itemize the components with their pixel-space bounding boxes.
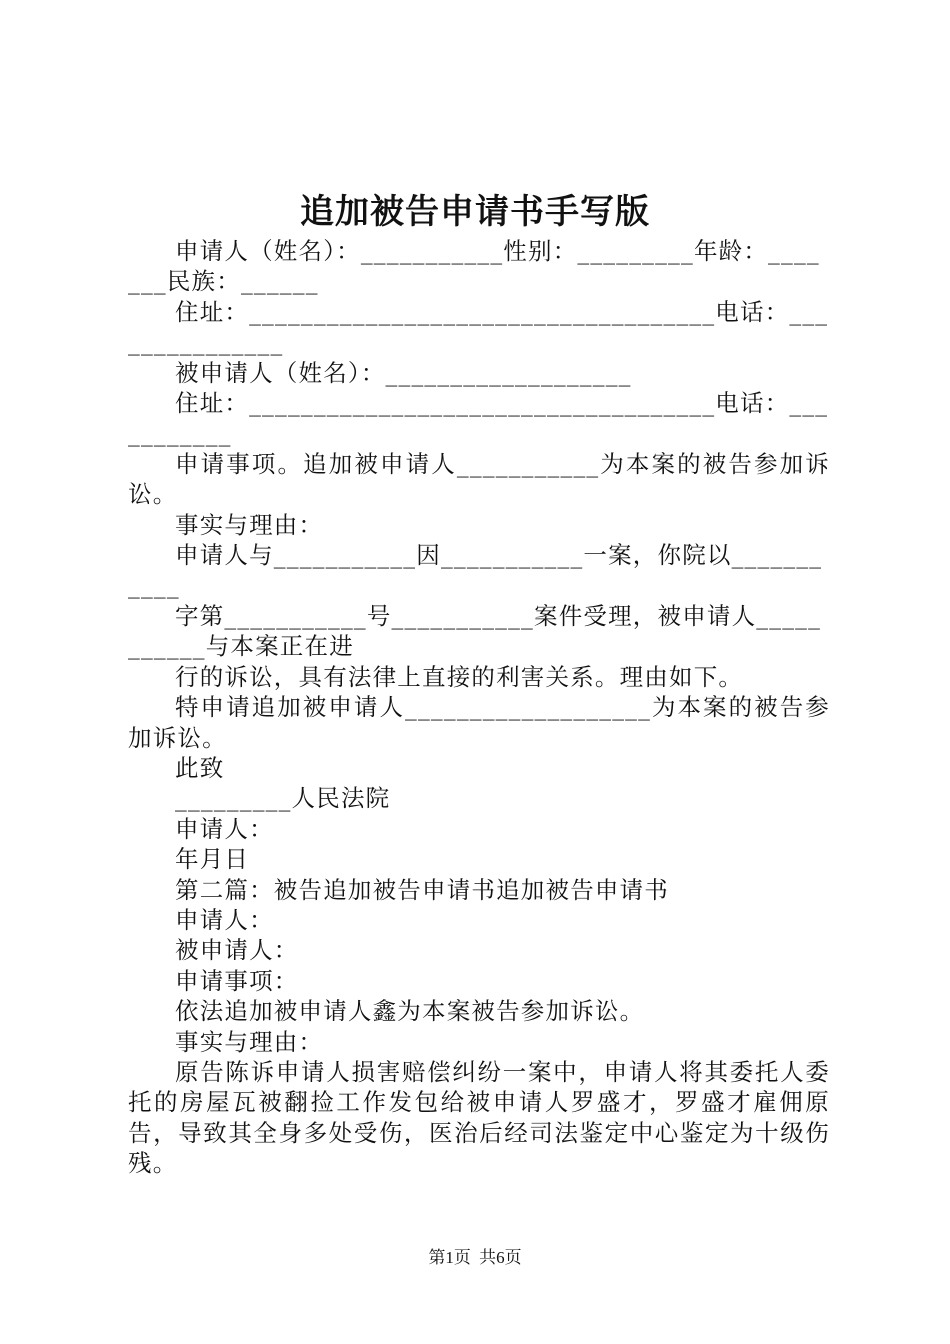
section-two-facts-heading: 事实与理由：	[175, 1027, 324, 1056]
page-total: 共6页	[479, 1248, 522, 1267]
signature-date: 年月日	[175, 845, 250, 874]
section-two-request: 依法追加被申请人鑫为本案被告参加诉讼。	[175, 997, 645, 1026]
respondent-address-line: 住址：____________________________________电话：___________	[128, 389, 829, 448]
page-number: 第1页	[428, 1248, 471, 1267]
applicant-line: 申请人（姓名）：___________性别：_________年龄：_______民族：______	[128, 237, 820, 296]
facts-line-2: 字第___________号___________案件受理，被申请人___________与本案正在进	[128, 601, 822, 661]
document-title: 追加被告申请书手写版	[300, 192, 650, 232]
section-two-applicant: 申请人：	[175, 905, 274, 934]
facts-line-1: 申请人与___________因___________一案，你院以___________	[128, 541, 823, 600]
section-two-heading: 第二篇：被告追加被告申请书追加被告申请书	[175, 875, 669, 904]
applicant-address-line: 住址：____________________________________电话：_______________	[128, 297, 829, 357]
respondent-line: 被申请人（姓名）：___________________	[175, 358, 632, 387]
facts-heading: 事实与理由：	[175, 510, 324, 539]
signature-applicant: 申请人：	[175, 814, 274, 843]
section-two-respondent: 被申请人：	[175, 936, 299, 965]
special-request: 特申请追加被申请人___________________为本案的被告参加诉讼。	[128, 693, 830, 752]
section-two-facts: 原告陈诉申请人损害赔偿纠纷一案中，申请人将其委托人委托的房屋瓦被翻捡工作发包给被申请人罗盛才，罗盛才雇佣原告，导致其全身多处受伤，医治后经司法鉴定中心鉴定为十级伤残。	[128, 1057, 830, 1178]
request-matter: 申请事项。追加被申请人___________为本案的被告参加诉讼。	[128, 449, 830, 509]
page-footer	[0, 1243, 950, 1268]
section-two-request-heading: 申请事项：	[175, 966, 299, 995]
salutation: 此致	[175, 753, 225, 782]
document-body	[128, 236, 830, 1179]
facts-line-3: 行的诉讼，具有法律上直接的利害关系。理由如下。	[175, 662, 744, 691]
court-name: _________人民法院	[175, 784, 391, 813]
